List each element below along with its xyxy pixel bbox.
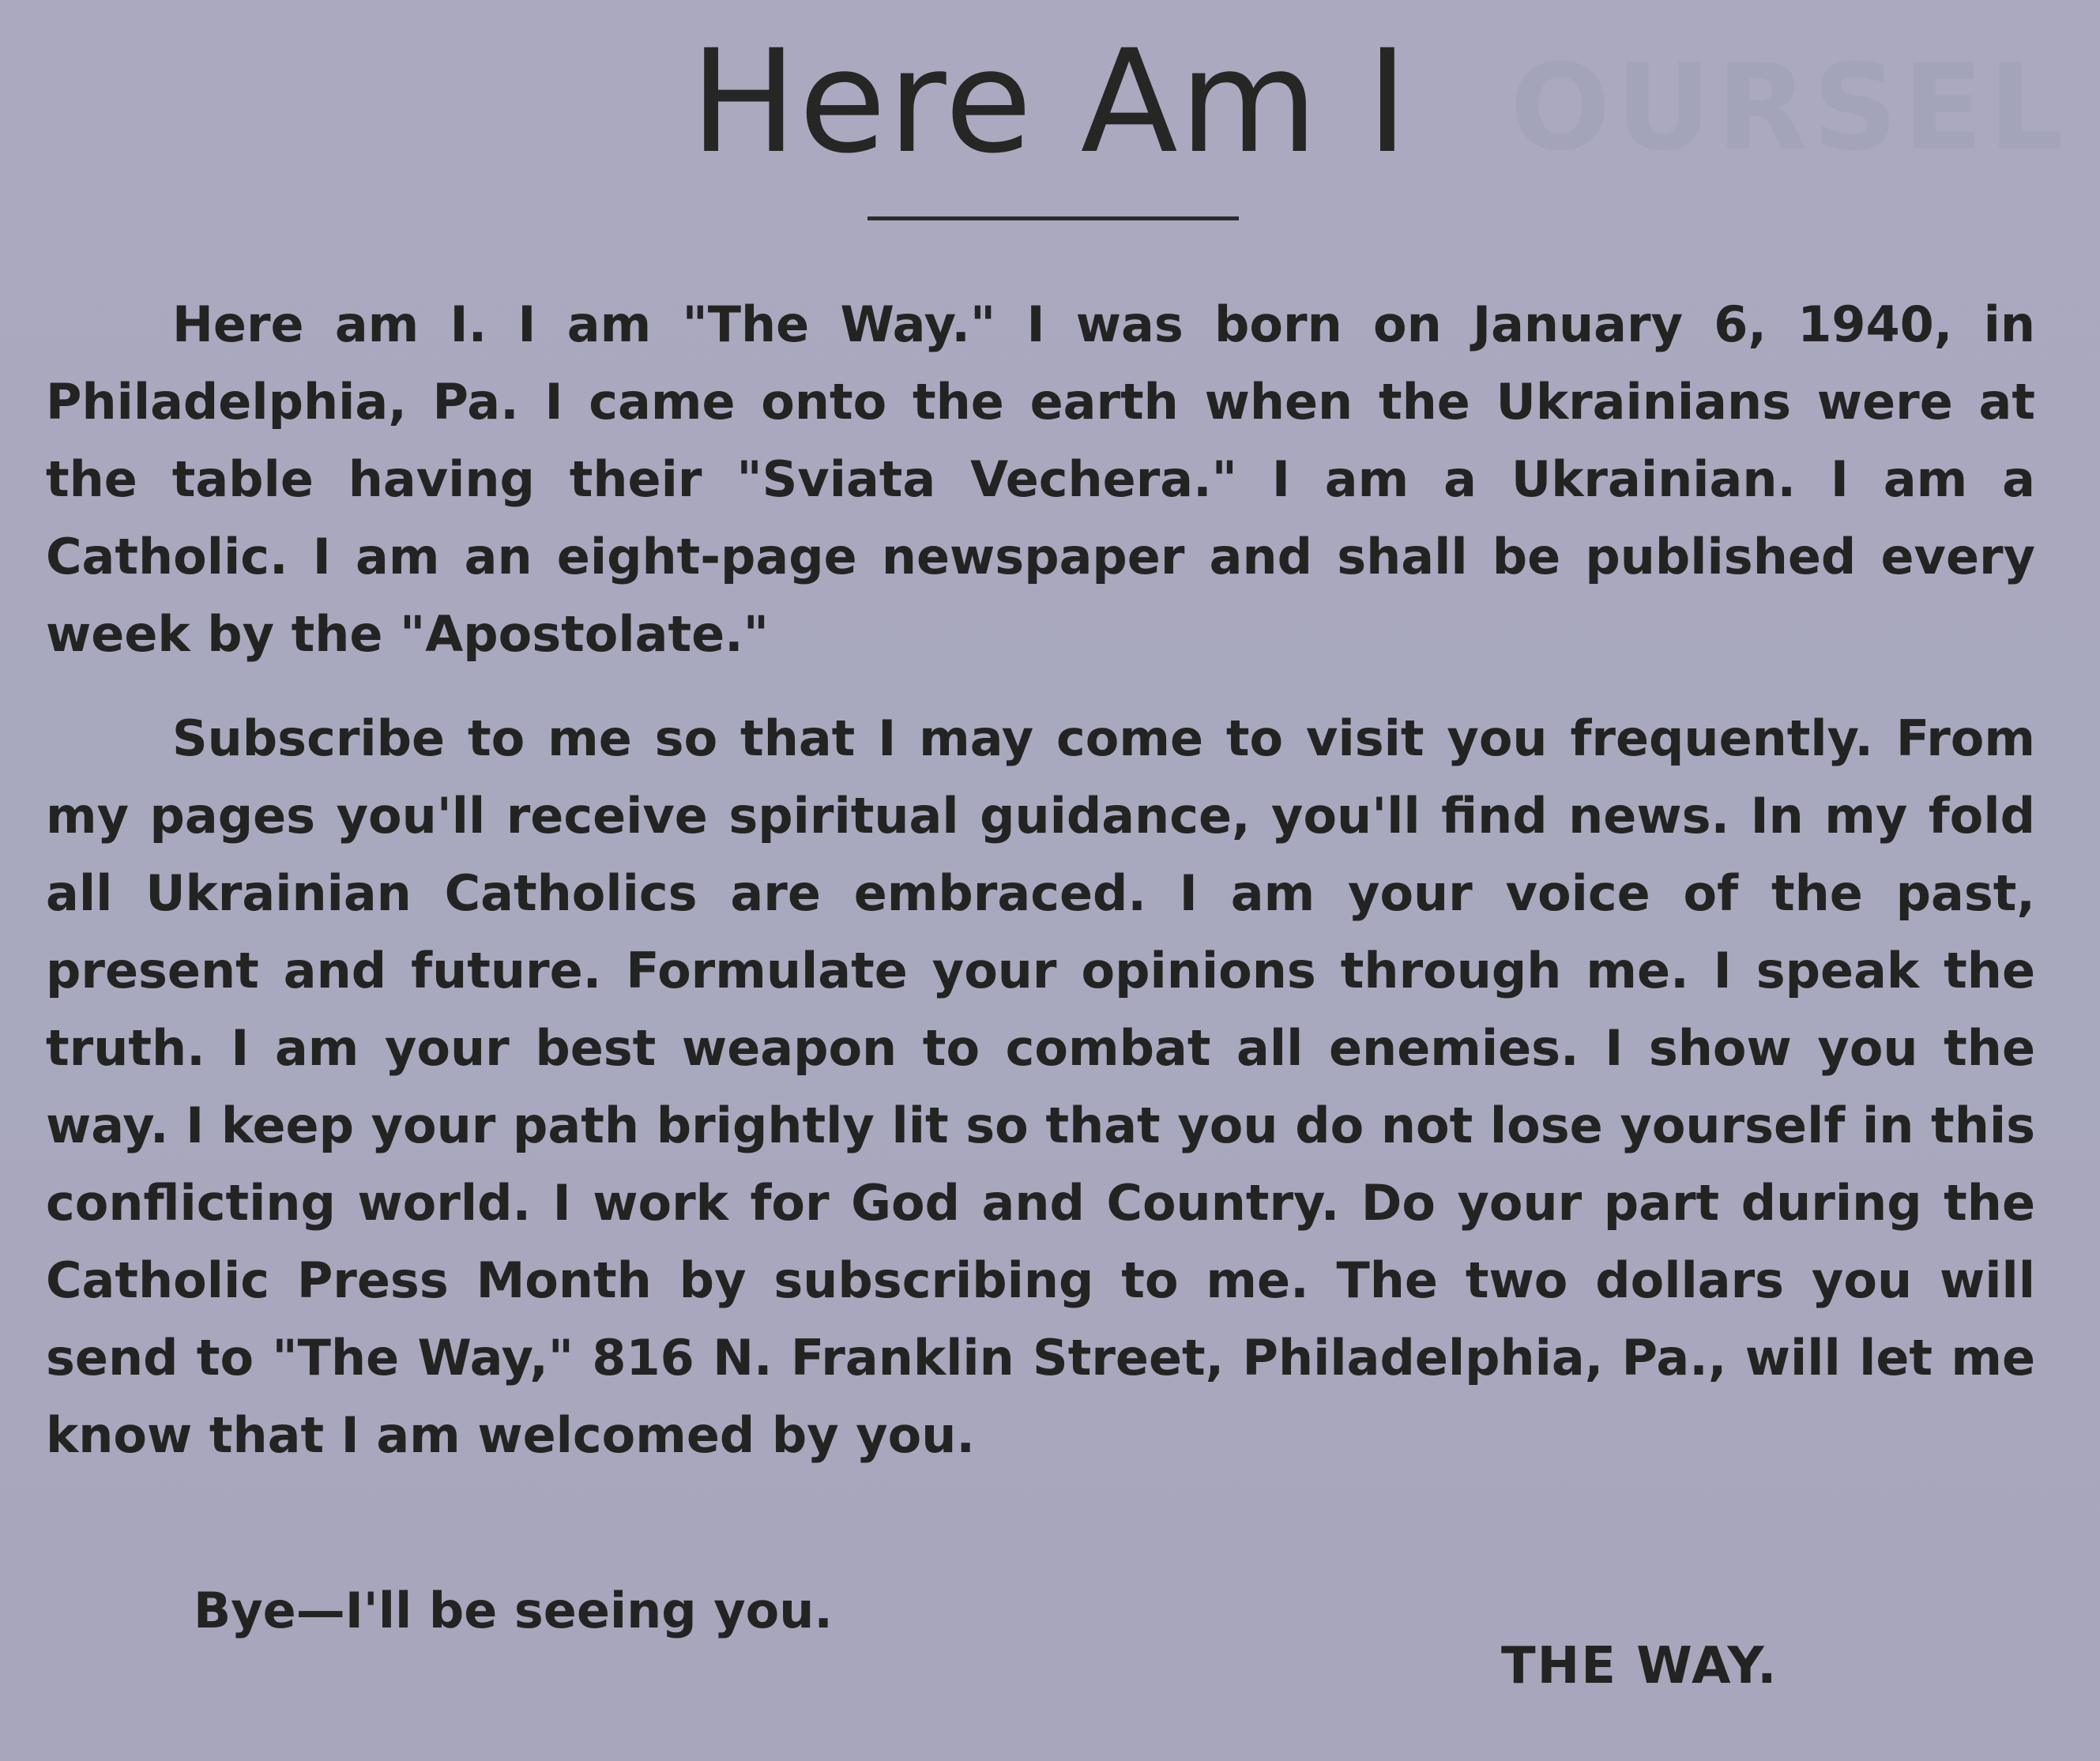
article-paragraph-1: Here am I. I am "The Way." I was born on January 6, 1940, in Philadelphia, Pa. I came onto the earth when the Ukrainians were at the table having their "Sviata Vechera." I am a Ukrainian. I am a Catholic. I am an eight-page newspaper and shall be published every week by the "Apostolate." <box>46 295 2035 663</box>
article-body <box>46 286 2035 1474</box>
closing-line: Bye—I'll be seeing you. <box>194 1582 833 1639</box>
bleed-through-text: OURSEL <box>1510 40 2068 177</box>
title-underline-rule <box>867 216 1239 220</box>
signature: THE WAY. <box>1501 1637 1778 1695</box>
article-title: Here Am I <box>690 20 1410 185</box>
article-paragraph-2: Subscribe to me so that I may come to visit you frequently. From my pages you'll receive spiritual guidance, you'll find news. In my fold all Ukrainian Catholics are embraced. I am your voice of the past, present and future. Formulate your opinions through me. I speak the truth. I am your best weapon to combat all enemies. I show you the way. I keep your path brightly lit so that you do not lose yourself in this conflicting world. I work for God and Country. Do your part during the Catholic Press Month by subscribing to me. The two dollars you will send to "The Way," 816 N. Franklin Street, Philadelphia, Pa., will let me know that I am welcomed by you. <box>46 709 2035 1464</box>
